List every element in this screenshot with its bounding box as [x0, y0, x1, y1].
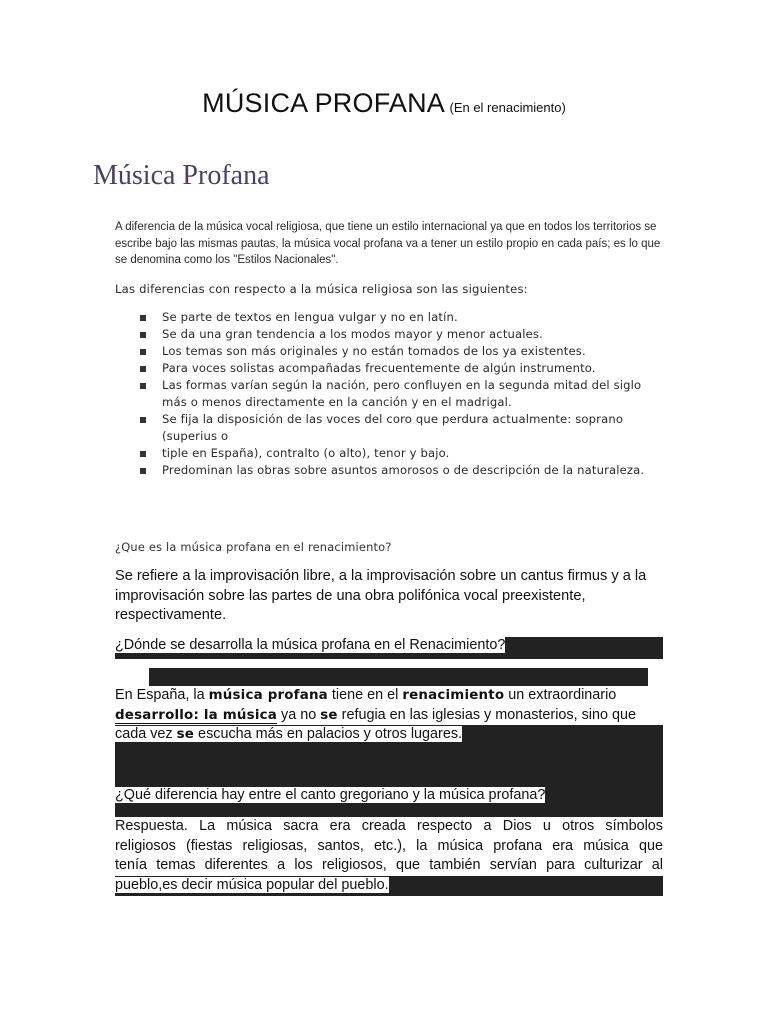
differences-lead: Las diferencias con respecto a la música religiosa son las siguientes:	[115, 282, 528, 296]
list-item: Se parte de textos en lengua vulgar y no en latín.	[138, 309, 668, 326]
square-bullet-icon	[140, 366, 146, 372]
list-item: Se fija la disposición de las voces del coro que perdura actualmente: soprano (superius o	[138, 411, 668, 445]
title-main: MÚSICA PROFANA	[202, 88, 446, 118]
intro-paragraph: A diferencia de la música vocal religiosa, que tiene un estilo internacional ya que en todos los territorios se escribe bajo las mismas pautas, la música vocal profana va a tener un estilo propio en cada país; es lo que se denomina como los "Estilos Nacionales".	[115, 221, 661, 266]
question-3: ¿Qué diferencia hay entre el canto gregoriano y la música profana?	[115, 787, 546, 803]
section-heading: Música Profana	[93, 160, 270, 191]
square-bullet-icon	[140, 383, 146, 389]
square-bullet-icon	[140, 468, 146, 474]
answer-2-line: desarrollo: la música ya no se refugia en las iglesias y monasterios, sino que	[115, 706, 663, 726]
list-item: tiple en España), contralto (o alto), tenor y bajo.	[138, 445, 668, 462]
title-suffix: (En el renacimiento)	[449, 100, 566, 115]
square-bullet-icon	[140, 315, 146, 321]
redaction-block	[149, 668, 648, 687]
answer-2-line: cada vez se escucha más en palacios y otros lugares.	[115, 726, 463, 743]
answer-3-line: tenía temas diferentes a los religiosos, que también servían para culturizar al	[115, 856, 663, 876]
list-item: Predominan las obras sobre asuntos amorosos o de descripción de la naturaleza.	[138, 462, 668, 479]
page-title	[0, 88, 768, 119]
answer-3-line: religiosos (fiestas religiosas, santos, etc.), la música profana era música que	[115, 837, 663, 857]
square-bullet-icon	[140, 349, 146, 355]
answer-3-line: Respuesta. La música sacra era creada respecto a Dios u otros símbolos	[115, 817, 663, 837]
differences-list	[138, 309, 668, 479]
square-bullet-icon	[140, 451, 146, 457]
list-item: Las formas varían según la nación, pero confluyen en la segunda mitad del siglo más o menos directamente en la canción y en el madrigal.	[138, 377, 668, 411]
square-bullet-icon	[140, 417, 146, 423]
answer-1: Se refiere a la improvisación libre, a la improvisación sobre un cantus firmus y a la improvisación sobre las partes de una obra polifónica vocal preexistente, respectivamente.	[115, 568, 647, 623]
answer-3-line: pueblo,es decir música popular del pueblo.	[115, 876, 389, 893]
answer-3	[115, 817, 663, 895]
square-bullet-icon	[140, 332, 146, 338]
list-item: Los temas son más originales y no están tomados de los ya existentes.	[138, 343, 668, 360]
question-2: ¿Dónde se desarrolla la música profana en el Renacimiento?	[115, 637, 506, 653]
answer-2-line: En España, la música profana tiene en el renacimiento un extraordinario	[115, 686, 663, 706]
question-1: ¿Que es la música profana en el renacimiento?	[115, 540, 392, 554]
list-item: Se da una gran tendencia a los modos mayor y menor actuales.	[138, 326, 668, 343]
answer-2	[115, 686, 663, 745]
list-item: Para voces solistas acompañadas frecuentemente de algún instrumento.	[138, 360, 668, 377]
